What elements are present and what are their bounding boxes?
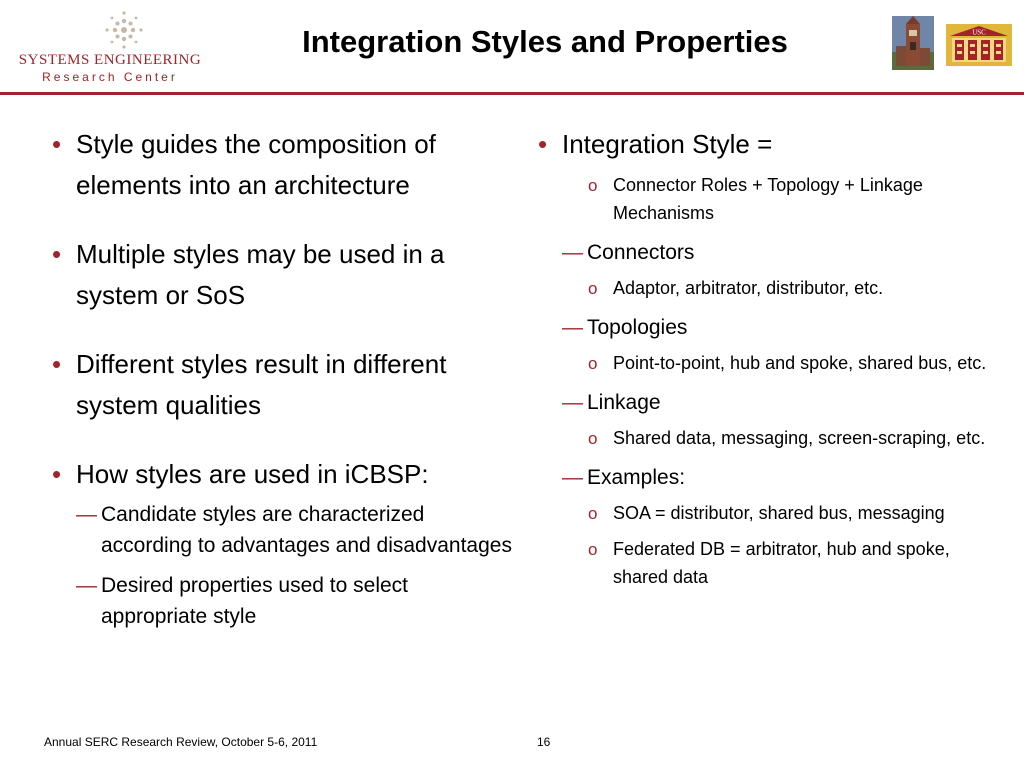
circle-bullet-item — [588, 535, 998, 591]
bullet-dot-icon: • — [52, 129, 62, 159]
circle-bullet-text: Adaptor, arbitrator, distributor, etc. — [613, 278, 884, 298]
circle-bullet-text: Shared data, messaging, screen-scraping, etc. — [613, 428, 986, 448]
sub-bullet-text: Candidate styles are characterized according to advantages and disadvantages — [101, 503, 512, 557]
circle-bullet-icon: o — [588, 279, 598, 298]
circle-bullet-text: Point-to-point, hub and spoke, shared bus, etc. — [613, 353, 987, 373]
dash-icon: — — [562, 466, 583, 489]
bullet-item — [52, 454, 512, 495]
dash-icon: — — [76, 574, 97, 597]
bullet-text: Style guides the composition of elements into an architecture — [76, 129, 436, 200]
circle-bullet-item — [588, 424, 998, 452]
bullet-item — [52, 344, 512, 426]
dash-icon: — — [562, 241, 583, 264]
bullet-dot-icon: • — [52, 459, 62, 489]
circle-bullet-item — [588, 274, 998, 302]
header-divider — [0, 92, 1024, 95]
bullet-text: Multiple styles may be used in a system or SoS — [76, 239, 445, 310]
seal-label: USC — [972, 28, 986, 37]
dash-bullet-item — [562, 462, 998, 493]
dash-bullet-text: Linkage — [587, 391, 661, 414]
footer-event: Annual SERC Research Review, October 5-6, 2011 — [44, 735, 318, 749]
bullet-item — [52, 234, 512, 316]
dash-icon: — — [76, 503, 97, 526]
circle-bullet-item — [588, 499, 998, 527]
sub-bullet-text: Desired properties used to select appropriate style — [101, 574, 408, 628]
dash-bullet-item — [562, 387, 998, 418]
slide-title: Integration Styles and Properties — [302, 24, 788, 59]
tower-photo-icon — [892, 16, 934, 70]
bullet-item — [52, 124, 512, 206]
logo-title: SYSTEMS ENGINEERING — [18, 52, 202, 68]
bullet-text: Integration Style = — [562, 129, 773, 159]
page-number: 16 — [537, 735, 551, 749]
circle-bullet-item — [588, 349, 998, 377]
circle-bullet-icon: o — [588, 429, 598, 448]
usc-seal-icon — [946, 24, 1012, 66]
circle-bullet-icon: o — [588, 176, 598, 195]
circle-bullet-icon: o — [588, 504, 598, 523]
serc-star-icon — [102, 8, 146, 52]
bullet-text: Different styles result in different system qualities — [76, 349, 447, 420]
left-column — [52, 124, 512, 632]
logo-subtitle: Research Center — [42, 70, 178, 84]
dash-icon: — — [562, 391, 583, 414]
dash-icon: — — [562, 316, 583, 339]
circle-bullet-text: Connector Roles + Topology + Linkage Mechanisms — [613, 175, 923, 223]
bullet-text: How styles are used in iCBSP: — [76, 459, 429, 489]
dash-bullet-text: Topologies — [587, 316, 688, 339]
serc-logo — [14, 8, 206, 82]
dash-bullet-item — [562, 312, 998, 343]
right-column — [538, 124, 998, 591]
circle-bullet-text: SOA = distributor, shared bus, messaging — [613, 503, 945, 523]
dash-bullet-item — [562, 237, 998, 268]
dash-bullet-text: Examples: — [587, 466, 686, 489]
circle-bullet-icon: o — [588, 354, 598, 373]
sub-bullet-item — [76, 499, 512, 561]
bullet-item — [538, 124, 998, 165]
sub-bullet-item — [76, 570, 512, 632]
bullet-dot-icon: • — [538, 129, 548, 159]
bullet-dot-icon: • — [52, 349, 62, 379]
dash-bullet-text: Connectors — [587, 241, 695, 264]
circle-bullet-icon: o — [588, 540, 598, 559]
circle-bullet-item — [588, 171, 998, 227]
bullet-dot-icon: • — [52, 239, 62, 269]
circle-bullet-text: Federated DB = arbitrator, hub and spoke, shared data — [613, 539, 950, 587]
